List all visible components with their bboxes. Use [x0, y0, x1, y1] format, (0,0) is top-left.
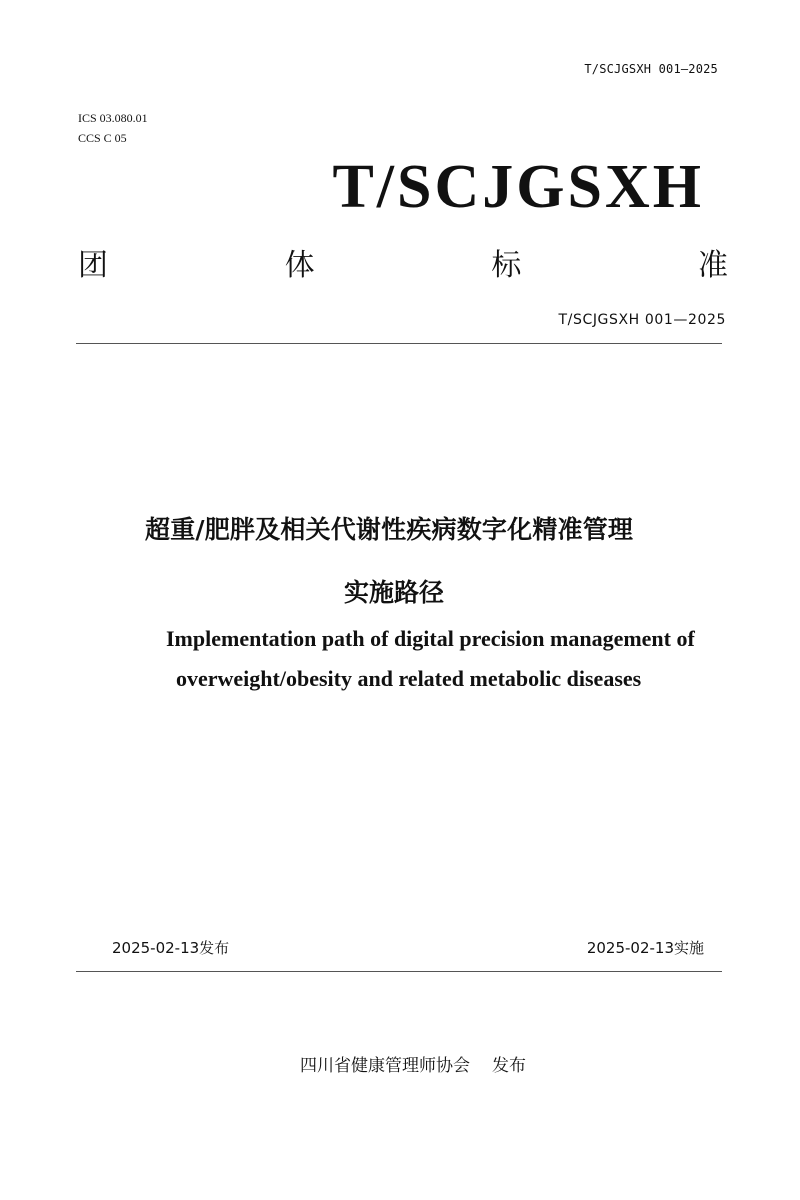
- ccs-code: CCS C 05: [78, 131, 127, 145]
- implementation-date: 2025-02-13实施: [586, 939, 704, 957]
- classification-codes: [78, 108, 148, 148]
- group-standard-char-4: 准: [697, 248, 728, 283]
- ics-code: ICS 03.080.01: [78, 111, 148, 125]
- title-english-line-2: overweight/obesity and related metabolic diseases: [176, 666, 642, 691]
- group-standard-char-3: 标: [491, 248, 522, 283]
- title-chinese-line-1: 超重/肥胖及相关代谢性疾病数字化精准管理: [145, 515, 634, 544]
- group-standard-char-1: 团: [78, 248, 108, 283]
- publisher-name: 四川省健康管理师协会: [300, 1056, 470, 1076]
- publisher-line: [300, 1051, 526, 1076]
- standard-brand-title: T/SCJGSXH: [332, 153, 704, 221]
- top-standard-code: T/SCJGSXH 001—2025: [584, 62, 718, 76]
- top-divider: [76, 343, 722, 344]
- bottom-divider: [76, 971, 722, 972]
- issue-date: 2025-02-13发布: [112, 939, 230, 957]
- publish-word: 发布: [492, 1056, 526, 1076]
- group-standard-heading: [78, 240, 728, 284]
- title-chinese-line-2: 实施路径: [344, 578, 445, 607]
- title-english-line-1: Implementation path of digital precision management of: [166, 626, 695, 651]
- group-standard-char-2: 体: [284, 248, 315, 283]
- standard-number: T/SCJGSXH 001—2025: [558, 312, 726, 328]
